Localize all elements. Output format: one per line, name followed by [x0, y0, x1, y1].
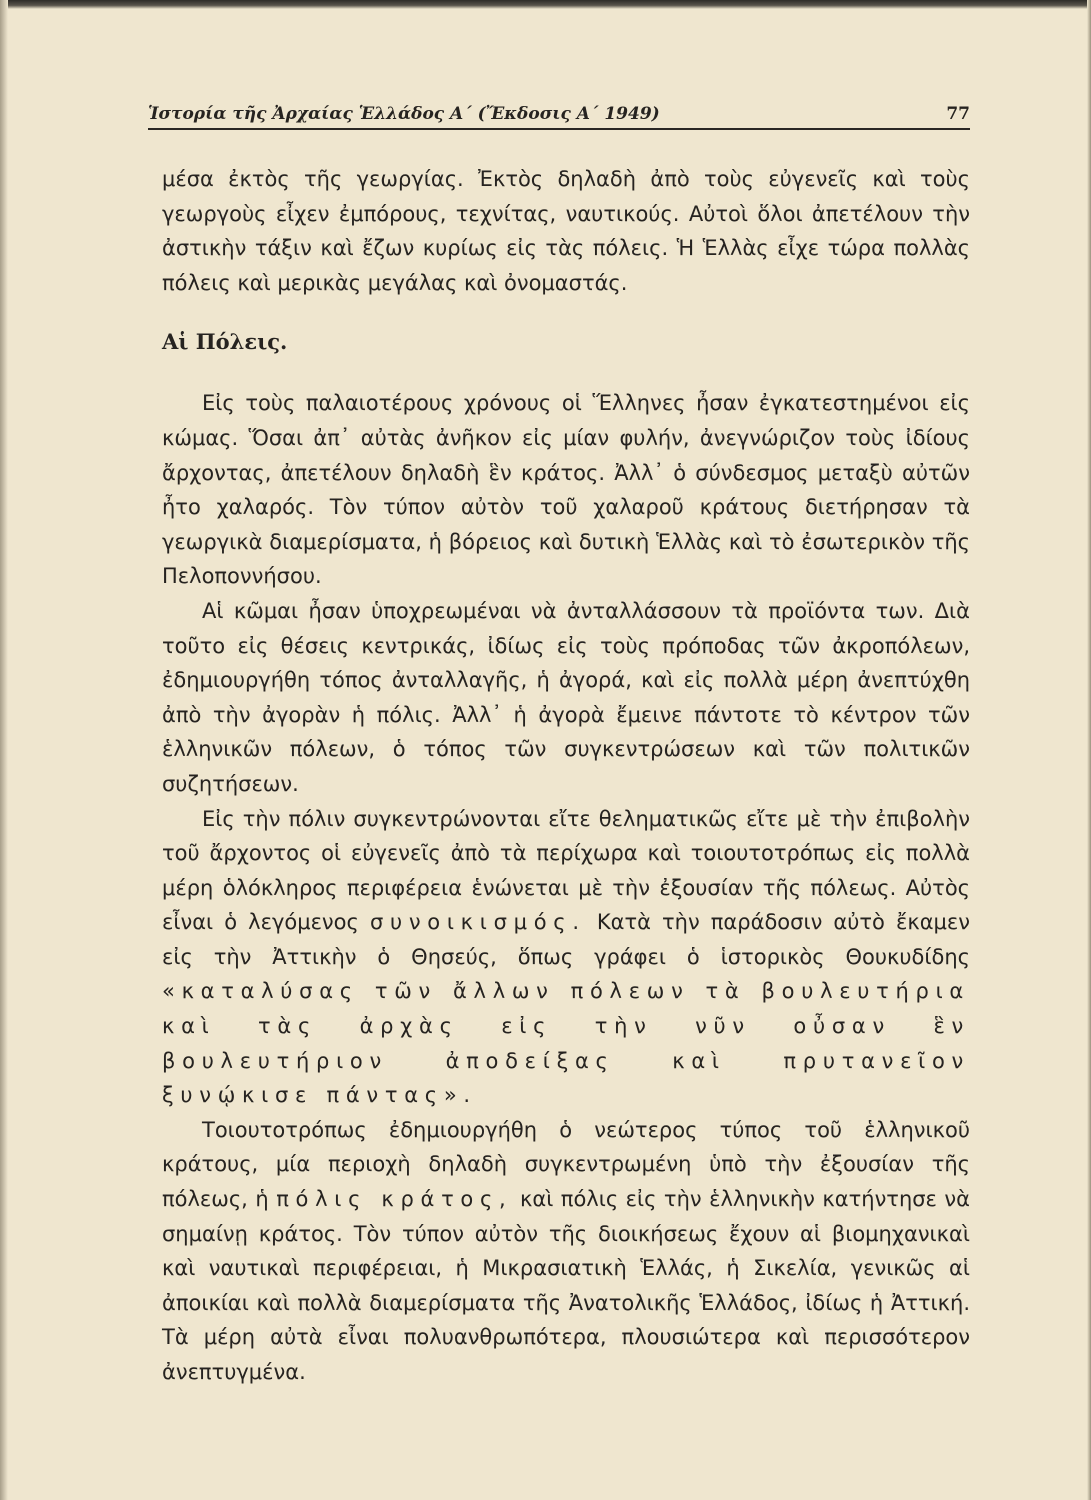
running-header-title: Ἱστορία τῆς Ἀρχαίας Ἑλλάδος Α΄ (Ἔκδοσις Α΄ 1949) — [148, 104, 660, 124]
page-number: 77 — [946, 104, 970, 124]
thucydides-quote: «καταλύσας τῶν ἄλλων πόλεων τὰ βουλευτήρια καὶ τὰς ἀρχὰς εἰς τὴν νῦν οὖσαν ἓν βουλευτήριον ἀποδείξας καὶ πρυτανεῖον ξυνῴκισε πάντας». — [162, 979, 970, 1108]
term-polis-kratos: πόλις κράτος, — [276, 1187, 513, 1212]
page-top-edge — [0, 0, 1091, 9]
page-right-edge — [1087, 0, 1091, 1500]
paragraph-3 — [162, 802, 970, 1113]
header-rule — [148, 128, 970, 130]
paragraph-4 — [162, 1113, 970, 1390]
paragraph-2: Αἱ κῶμαι ἦσαν ὑποχρεωμέναι νὰ ἀνταλλάσσουν τὰ προϊόντα των. Διὰ τοῦτο εἰς θέσεις κεντρικάς, ἰδίως εἰς τοὺς πρόποδας τῶν ἀκροπόλεων, ἐδημιουργήθη τόπος ἀνταλλαγῆς, ἡ ἀγορά, καὶ εἰς πολλὰ μέρη ἀνεπτύχθη ἀπὸ τὴν ἀγορὰν ἡ πόλις. Ἀλλ᾿ ἡ ἀγορὰ ἔμεινε πάντοτε τὸ κέντρον τῶν ἑλληνικῶν πόλεων, ὁ τόπος τῶν συγκεντρώσεων καὶ τῶν πολιτικῶν συζητήσεων. — [162, 598, 970, 796]
running-header — [148, 104, 970, 130]
term-synoikismos: συνοικισμός. — [369, 910, 586, 935]
paragraph-1: Εἰς τοὺς παλαιοτέρους χρόνους οἱ Ἕλληνες ἦσαν ἐγκατεστημένοι εἰς κώμας. Ὅσαι ἀπ᾿ αὐτὰς ἀνῆκον εἰς μίαν φυλήν, ἀνεγνώριζον τοὺς ἰδίους ἄρχοντας, ἀπετέλουν δηλαδὴ ἓν κράτος. Ἀλλ᾿ ὁ σύνδεσμος μεταξὺ αὐτῶν ἦτο χαλαρός. Τὸν τύπον αὐτὸν τοῦ χαλαροῦ κράτους διετήρησαν τὰ γεωργικὰ διαμερίσματα, ἡ βόρειος καὶ δυτικὴ Ἑλλὰς καὶ τὸ ἐσωτερικὸν τῆς Πελοποννήσου. — [162, 391, 970, 589]
paragraph-4-text-a: Τοιουτοτρόπως ἐδημιουργήθη ὁ νεώτερος τύπος τοῦ ἑλληνικοῦ κράτους, μία περιοχὴ δηλαδὴ συγκεντρωμένη ὑπὸ τὴν ἐξουσίαν τῆς πόλεως, ἡ — [162, 1117, 970, 1212]
paragraph-3-text-a: Εἰς τὴν πόλιν συγκεντρώνονται εἴτε θεληματικῶς εἴτε μὲ τὴν ἐπιβολὴν τοῦ ἄρχοντος οἱ εὐγενεῖς ἀπὸ τὰ περίχωρα καὶ τοιουτοτρόπως εἰς πολλὰ μέρη ὁλόκληρος περιφέρεια ἑνώνεται μὲ τὴν ἐξουσίαν τῆς πόλεως. Αὐτὸς εἶναι ὁ λεγόμενος — [162, 806, 970, 935]
page-left-edge — [0, 0, 8, 1500]
paragraph-4-text-b: καὶ πόλις εἰς τὴν ἑλληνικὴν κατήντησε νὰ σημαίνῃ κράτος. Τὸν τύπον αὐτὸν τῆς διοικήσεως ἔχουν αἱ βιομηχανικαὶ καὶ ναυτικαὶ περιφέρειαι, ἡ Μικρασιατικὴ Ἑλλάς, ἡ Σικελία, γενικῶς αἱ ἀποικίαι καὶ πολλὰ διαμερίσματα τῆς Ἀνατολικῆς Ἑλλάδος, ἰδίως ἡ Ἀττική. Τὰ μέρη αὐτὰ εἶναι πολυανθρωπότερα, πλουσιώτερα καὶ περισσότερον ἀνεπτυγμένα. — [162, 1187, 970, 1384]
body-text — [162, 162, 970, 1390]
section-heading: Αἱ Πόλεις. — [162, 329, 288, 355]
paragraph-3-text-b: Κατὰ τὴν παράδοσιν αὐτὸ ἔκαμεν εἰς τὴν Ἀττικὴν ὁ Θησεύς, ὅπως γράφει ὁ ἱστορικὸς Θουκυδίδης — [162, 910, 970, 969]
intro-paragraph: μέσα ἐκτὸς τῆς γεωργίας. Ἐκτὸς δηλαδὴ ἀπὸ τοὺς εὐγενεῖς καὶ τοὺς γεωργοὺς εἶχεν ἐμπόρους, τεχνίτας, ναυτικούς. Αὐτοὶ ὅλοι ἀπετέλουν τὴν ἀστικὴν τάξιν καὶ ἔζων κυρίως εἰς τὰς πόλεις. Ἡ Ἑλλὰς εἶχε τώρα πολλὰς πόλεις καὶ μερικὰς μεγάλας καὶ ὀνομαστάς. — [162, 167, 970, 295]
